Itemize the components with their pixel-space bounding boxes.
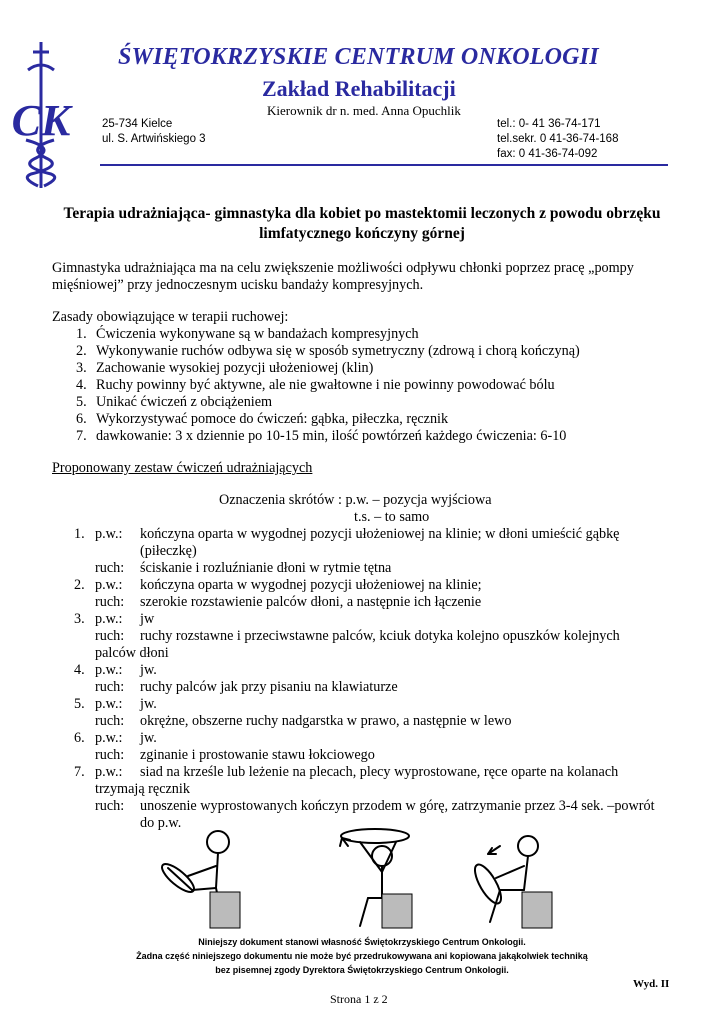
intro-line-2: mięśniowej” przy jednoczesnym ucisku bandaży kompresyjnych. (52, 277, 424, 293)
exercise-number: 7. (74, 764, 85, 780)
exercise-number: 1. (74, 526, 85, 542)
exercise-text: ruchy palców jak przy pisaniu na klawiaturze (140, 679, 398, 695)
exercise-text: unoszenie wyprostowanych kończyn przodem w górę, zatrzymanie przez 3-4 sek. –powrót (140, 798, 655, 814)
organization-name: ŚWIĘTOKRZYSKIE CENTRUM ONKOLOGII (118, 44, 599, 70)
rule-text: Zachowanie wysokiej pozycji ułożeniowej (klin) (96, 360, 374, 376)
exercise-text: jw. (140, 730, 157, 746)
exercise-text: jw (140, 611, 155, 627)
rule-text: dawkowanie: 3 x dziennie po 10-15 min, ilość powtórzeń każdego ćwiczenia: 6-10 (96, 428, 567, 444)
exercise-number: 3. (74, 611, 85, 627)
exercise-key: ruch: (95, 560, 125, 576)
exercise-text: kończyna oparta w wygodnej pozycji ułożeniowej na klinie; w dłoni umieścić gąbkę (140, 526, 620, 542)
exercise-key: p.w.: (95, 764, 123, 780)
exercise-text: kończyna oparta w wygodnej pozycji ułożeniowej na klinie; (140, 577, 482, 593)
rule-text: Unikać ćwiczeń z obciążeniem (96, 394, 273, 410)
department-name: Zakład Rehabilitacji (262, 76, 456, 101)
logo-letters: CK (11, 96, 71, 145)
rule-number: 4. (76, 377, 87, 393)
intro-line-1: Gimnastyka udrażniająca ma na celu zwiększenie możliwości odpływu chłonki poprzez pracę „pompy (52, 260, 634, 276)
exercise-key: p.w.: (95, 577, 123, 593)
document-title: Terapia udrażniająca- gimnastyka dla kobiet po mastektomii leczonych z powodu obrzęku limfatycznego kończyny górnej (63, 205, 661, 242)
exercise-text: siad na krześle lub leżenie na plecach, plecy wyprostowane, ręce oparte na kolanach (140, 764, 619, 780)
rule-number: 7. (76, 428, 87, 444)
fax-number: fax: 0 41-36-74-092 (497, 148, 598, 160)
exercise-number: 4. (74, 662, 85, 678)
rule-number: 1. (76, 326, 87, 342)
stool-2 (382, 894, 412, 928)
stool-3 (522, 892, 552, 928)
exercise-text: zginanie i prostowanie stawu łokciowego (140, 747, 375, 763)
exercise-key: p.w.: (95, 730, 123, 746)
rule-number: 5. (76, 394, 87, 410)
exercise-key: ruch: (95, 798, 125, 814)
phone-number: tel.: 0- 41 36-74-171 (497, 118, 601, 130)
clinic-logo (6, 40, 76, 190)
exercise-key: ruch: (95, 679, 125, 695)
exercise-number: 2. (74, 577, 85, 593)
address-street: ul. S. Artwińskiego 3 (102, 133, 206, 145)
rule-text: Ćwiczenia wykonywane są w bandażach kompresyjnych (96, 326, 419, 342)
exercise-text: palców dłoni (95, 645, 169, 661)
exercises-heading: Proponowany zestaw ćwiczeń udrażniających (52, 460, 313, 476)
abbreviation-line-2: t.s. – to samo (354, 509, 430, 525)
footer-copyright: Żadna część niniejszego dokumentu nie może być przedrukowywana ani kopiowana jakąkolwiek techniką (136, 951, 588, 961)
footer-permission: bez pisemnej zgody Dyrektora Świętokrzyskiego Centrum Onkologii. (215, 965, 509, 975)
exercise-text: jw. (140, 696, 157, 712)
footer-ownership: Niniejszy dokument stanowi własność Świętokrzyskiego Centrum Onkologii. (198, 937, 526, 947)
exercise-key: ruch: (95, 594, 125, 610)
exercise-text: trzymają ręcznik (95, 781, 190, 797)
exercise-key: p.w.: (95, 611, 123, 627)
exercise-text: (piłeczkę) (140, 543, 197, 559)
exercise-key: p.w.: (95, 526, 123, 542)
exercise-text: jw. (140, 662, 157, 678)
exercise-text: okrężne, obszerne ruchy nadgarstka w prawo, a następnie w lewo (140, 713, 512, 729)
exercise-key: ruch: (95, 628, 125, 644)
rule-text: Ruchy powinny być aktywne, ale nie gwałtowne i nie powinny powodować bólu (96, 377, 555, 393)
exercise-illustrations (150, 826, 570, 936)
exercise-text: ściskanie i rozluźnianie dłoni w rytmie tętna (140, 560, 392, 576)
exercise-key: p.w.: (95, 696, 123, 712)
rule-number: 3. (76, 360, 87, 376)
rules-heading: Zasady obowiązujące w terapii ruchowej: (52, 309, 289, 325)
exercise-key: p.w.: (95, 662, 123, 678)
head-doctor: Kierownik dr n. med. Anna Opuchlik (267, 103, 461, 118)
rule-text: Wykorzystywać pomoce do ćwiczeń: gąbka, piłeczka, ręcznik (96, 411, 449, 427)
exercise-text: do p.w. (140, 815, 182, 831)
edition-label: Wyd. II (633, 978, 670, 990)
exercise-text: ruchy rozstawne i przeciwstawne palców, kciuk dotyka kolejno opuszków kolejnych (140, 628, 620, 644)
address-city: 25-734 Kielce (102, 118, 173, 130)
exercise-text: szerokie rozstawienie palców dłoni, a następnie ich łączenie (140, 594, 482, 610)
exercise-key: ruch: (95, 713, 125, 729)
exercise-key: ruch: (95, 747, 125, 763)
page-number: Strona 1 z 2 (330, 992, 388, 1006)
rule-text: Wykonywanie ruchów odbywa się w sposób symetryczny (zdrową i chorą kończyną) (96, 343, 580, 359)
header-rule (100, 164, 668, 166)
stool-1 (210, 892, 240, 928)
rule-number: 2. (76, 343, 87, 359)
abbreviation-line-1: Oznaczenia skrótów : p.w. – pozycja wyjściowa (219, 492, 492, 508)
rule-number: 6. (76, 411, 87, 427)
exercise-number: 5. (74, 696, 85, 712)
exercise-number: 6. (74, 730, 85, 746)
secretary-phone: tel.sekr. 0 41-36-74-168 (497, 133, 619, 145)
